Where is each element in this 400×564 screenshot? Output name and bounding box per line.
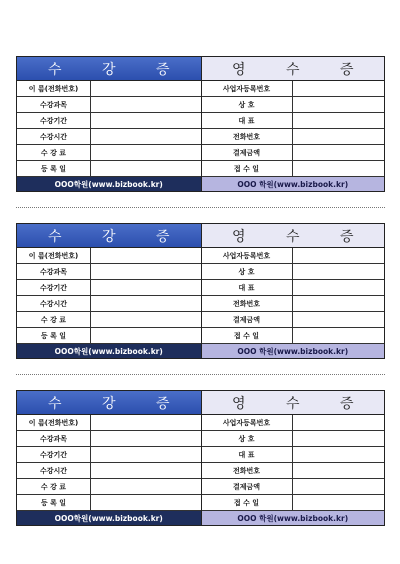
- form-row: [17, 113, 201, 129]
- field-label: 수강기간: [17, 280, 91, 295]
- form-row: [17, 129, 201, 145]
- field-label: 접 수 일: [202, 328, 293, 343]
- form-row: [202, 312, 385, 328]
- form-row: [17, 312, 201, 328]
- form-row: [17, 280, 201, 296]
- field-label: 상 호: [202, 264, 293, 279]
- form-row: [202, 129, 385, 145]
- field-label: 대 표: [202, 113, 293, 128]
- cut-line: [16, 207, 385, 208]
- field-label: 대 표: [202, 280, 293, 295]
- receipt-title: 영 수 증: [202, 57, 385, 81]
- field-label: 접 수 일: [202, 495, 293, 510]
- field-value[interactable]: [293, 161, 385, 176]
- form-row: [17, 431, 201, 447]
- form-row: [202, 81, 385, 97]
- field-label: 수강기간: [17, 113, 91, 128]
- field-value[interactable]: [91, 264, 201, 279]
- field-value[interactable]: [91, 248, 201, 263]
- field-value[interactable]: [91, 129, 201, 144]
- receipt-column: [202, 57, 385, 191]
- receipt-title: 영 수 증: [202, 224, 385, 248]
- field-value[interactable]: [293, 264, 385, 279]
- field-value[interactable]: [91, 463, 201, 478]
- field-value[interactable]: [293, 312, 385, 327]
- field-label: 수 강 료: [17, 479, 91, 494]
- field-label: 수 강 료: [17, 145, 91, 160]
- field-value[interactable]: [293, 248, 385, 263]
- form-row: [17, 495, 201, 511]
- enrollment-title: 수 강 증: [17, 57, 201, 81]
- field-value[interactable]: [293, 145, 385, 160]
- field-label: 수강시간: [17, 296, 91, 311]
- field-value[interactable]: [91, 296, 201, 311]
- field-label: 등 록 일: [17, 328, 91, 343]
- form-row: [17, 296, 201, 312]
- field-value[interactable]: [293, 129, 385, 144]
- field-value[interactable]: [293, 447, 385, 462]
- field-label: 수강시간: [17, 463, 91, 478]
- form-row: [202, 248, 385, 264]
- receipt-title: 영 수 증: [202, 391, 385, 415]
- enrollment-footer: OOO학원(www.bizbook.kr): [17, 177, 201, 191]
- form-row: [17, 328, 201, 344]
- receipt-column: [202, 224, 385, 358]
- field-value[interactable]: [293, 495, 385, 510]
- field-value[interactable]: [293, 463, 385, 478]
- field-value[interactable]: [91, 447, 201, 462]
- field-value[interactable]: [293, 415, 385, 430]
- field-label: 수강기간: [17, 447, 91, 462]
- field-value[interactable]: [91, 328, 201, 343]
- card-2: [16, 223, 385, 359]
- field-value[interactable]: [91, 495, 201, 510]
- field-label: 결제금액: [202, 145, 293, 160]
- form-row: [202, 145, 385, 161]
- field-label: 결제금액: [202, 479, 293, 494]
- field-value[interactable]: [91, 280, 201, 295]
- field-label: 이 름(전화번호): [17, 415, 91, 430]
- card-1: [16, 56, 385, 192]
- field-value[interactable]: [293, 296, 385, 311]
- field-label: 사업자등록번호: [202, 248, 293, 263]
- field-label: 이 름(전화번호): [17, 248, 91, 263]
- field-value[interactable]: [293, 328, 385, 343]
- field-label: 수강과목: [17, 264, 91, 279]
- form-row: [17, 97, 201, 113]
- form-row: [17, 145, 201, 161]
- field-label: 대 표: [202, 447, 293, 462]
- enrollment-column: [17, 57, 202, 191]
- enrollment-title: 수 강 증: [17, 391, 201, 415]
- cut-line: [16, 374, 385, 375]
- form-row: [17, 447, 201, 463]
- field-label: 상 호: [202, 431, 293, 446]
- field-value[interactable]: [293, 81, 385, 96]
- field-label: 결제금액: [202, 312, 293, 327]
- field-label: 전화번호: [202, 463, 293, 478]
- field-value[interactable]: [91, 479, 201, 494]
- field-label: 전화번호: [202, 296, 293, 311]
- field-value[interactable]: [293, 97, 385, 112]
- field-value[interactable]: [91, 161, 201, 176]
- form-row: [202, 296, 385, 312]
- form-row: [202, 97, 385, 113]
- field-value[interactable]: [293, 113, 385, 128]
- field-label: 등 록 일: [17, 161, 91, 176]
- form-row: [17, 415, 201, 431]
- field-label: 수강과목: [17, 431, 91, 446]
- enrollment-column: [17, 391, 202, 525]
- form-row: [202, 280, 385, 296]
- enrollment-footer: OOO학원(www.bizbook.kr): [17, 511, 201, 525]
- form-row: [17, 161, 201, 177]
- field-label: 이 름(전화번호): [17, 81, 91, 96]
- receipt-column: [202, 391, 385, 525]
- form-row: [202, 495, 385, 511]
- enrollment-column: [17, 224, 202, 358]
- receipt-footer: OOO 학원(www.bizbook.kr): [202, 344, 385, 358]
- receipt-footer: OOO 학원(www.bizbook.kr): [202, 177, 385, 191]
- form-row: [202, 431, 385, 447]
- form-row: [202, 415, 385, 431]
- field-value[interactable]: [91, 97, 201, 112]
- field-label: 수 강 료: [17, 312, 91, 327]
- field-label: 전화번호: [202, 129, 293, 144]
- form-row: [202, 113, 385, 129]
- field-value[interactable]: [91, 312, 201, 327]
- receipt-footer: OOO 학원(www.bizbook.kr): [202, 511, 385, 525]
- form-row: [17, 81, 201, 97]
- form-row: [202, 479, 385, 495]
- field-label: 상 호: [202, 97, 293, 112]
- form-row: [17, 479, 201, 495]
- field-value[interactable]: [91, 113, 201, 128]
- form-row: [17, 264, 201, 280]
- field-label: 등 록 일: [17, 495, 91, 510]
- field-label: 접 수 일: [202, 161, 293, 176]
- field-value[interactable]: [91, 415, 201, 430]
- form-row: [202, 447, 385, 463]
- form-row: [17, 248, 201, 264]
- enrollment-footer: OOO학원(www.bizbook.kr): [17, 344, 201, 358]
- form-row: [202, 264, 385, 280]
- field-label: 수강과목: [17, 97, 91, 112]
- form-row: [17, 463, 201, 479]
- field-value[interactable]: [293, 479, 385, 494]
- field-value[interactable]: [293, 431, 385, 446]
- field-label: 사업자등록번호: [202, 81, 293, 96]
- field-value[interactable]: [91, 81, 201, 96]
- enrollment-title: 수 강 증: [17, 224, 201, 248]
- form-row: [202, 161, 385, 177]
- form-row: [202, 463, 385, 479]
- field-label: 사업자등록번호: [202, 415, 293, 430]
- field-value[interactable]: [91, 145, 201, 160]
- card-3: [16, 390, 385, 526]
- field-label: 수강시간: [17, 129, 91, 144]
- field-value[interactable]: [91, 431, 201, 446]
- field-value[interactable]: [293, 280, 385, 295]
- form-row: [202, 328, 385, 344]
